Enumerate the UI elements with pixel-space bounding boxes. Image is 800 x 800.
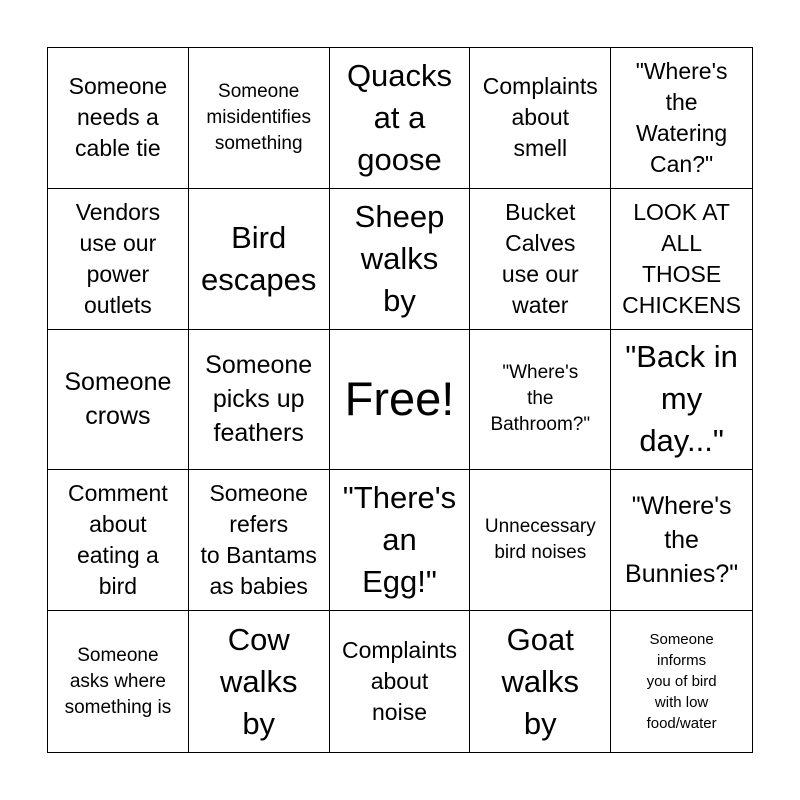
bingo-cell-text: Someone asks where something is: [64, 644, 172, 718]
bingo-cell-25[interactable]: [611, 611, 752, 752]
bingo-cell-text: "Where's the Bunnies?": [625, 492, 739, 589]
bingo-cell-text: Someone crows: [64, 368, 172, 431]
bingo-cell-5[interactable]: [611, 48, 752, 189]
bingo-cell-text: Someone needs a cable tie: [68, 73, 168, 162]
bingo-cell-text: Complaints about smell: [482, 73, 598, 162]
bingo-cell-11[interactable]: [48, 330, 189, 471]
bingo-cell-text: Vendors use our power outlets: [75, 198, 161, 318]
bingo-cell-8[interactable]: [330, 189, 471, 330]
bingo-cell-text: Quacks at a goose: [346, 57, 453, 177]
bingo-cell-20[interactable]: [611, 470, 752, 611]
bingo-cell-23[interactable]: [330, 611, 471, 752]
bingo-cell-text: Someone picks up feathers: [205, 351, 313, 448]
bingo-cell-19[interactable]: [470, 470, 611, 611]
bingo-cell-12[interactable]: [189, 330, 330, 471]
bingo-cell-text: "Back in my day...": [625, 339, 738, 459]
bingo-cell-4[interactable]: [470, 48, 611, 189]
bingo-cell-7[interactable]: [189, 189, 330, 330]
bingo-cell-text: "Where's the Watering Can?": [635, 57, 728, 177]
bingo-cell-15[interactable]: [611, 330, 752, 471]
bingo-cell-text: Bird escapes: [200, 219, 317, 297]
bingo-cell-17[interactable]: [189, 470, 330, 611]
bingo-cell-free[interactable]: [330, 330, 471, 471]
bingo-cell-3[interactable]: [330, 48, 471, 189]
bingo-cell-text: Someone informs you of bird with low food/water: [646, 631, 717, 733]
free-space-text: Free!: [344, 372, 455, 426]
bingo-cell-text: "There's an Egg!": [342, 480, 457, 600]
bingo-cell-text: Bucket Calves use our water: [501, 198, 579, 318]
bingo-cell-14[interactable]: [470, 330, 611, 471]
bingo-cell-text: Someone refers to Bantams as babies: [200, 480, 317, 600]
bingo-cell-10[interactable]: [611, 189, 752, 330]
bingo-cell-text: Unnecessary bird noises: [484, 516, 596, 564]
bingo-cell-22[interactable]: [189, 611, 330, 752]
bingo-cell-1[interactable]: [48, 48, 189, 189]
bingo-cell-text: Goat walks by: [501, 621, 580, 741]
bingo-cell-text: Cow walks by: [219, 621, 298, 741]
bingo-cell-text: Complaints about noise: [341, 637, 458, 726]
bingo-cell-text: Comment about eating a bird: [68, 480, 168, 600]
bingo-cell-text: Sheep walks by: [354, 198, 445, 318]
bingo-cell-text: "Where's the Bathroom?": [490, 362, 591, 436]
bingo-cell-2[interactable]: [189, 48, 330, 189]
bingo-cell-text: Someone misidentifies something: [206, 80, 311, 154]
bingo-cell-6[interactable]: [48, 189, 189, 330]
bingo-cell-18[interactable]: [330, 470, 471, 611]
bingo-cell-24[interactable]: [470, 611, 611, 752]
bingo-cell-9[interactable]: [470, 189, 611, 330]
bingo-board: [47, 47, 753, 753]
bingo-cell-text: LOOK AT ALL THOSE CHICKENS: [622, 198, 742, 318]
bingo-cell-21[interactable]: [48, 611, 189, 752]
bingo-cell-16[interactable]: [48, 470, 189, 611]
